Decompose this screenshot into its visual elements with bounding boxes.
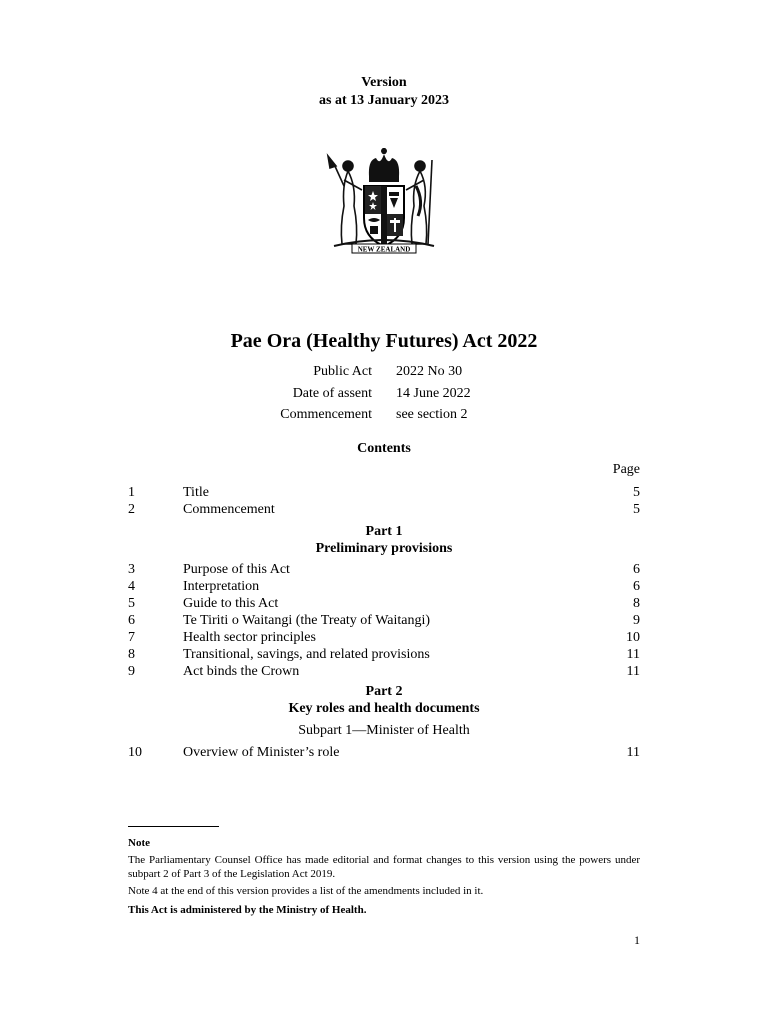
toc-title: Purpose of this Act bbox=[183, 562, 290, 577]
toc-page: 6 bbox=[633, 562, 640, 577]
toc-number: 7 bbox=[128, 630, 135, 645]
note-divider bbox=[128, 826, 219, 827]
toc-list bbox=[128, 561, 640, 680]
toc-title: Te Tiriti o Waitangi (the Treaty of Waitangi) bbox=[183, 613, 431, 628]
toc-entry[interactable] bbox=[128, 561, 640, 578]
meta-label: Commencement bbox=[280, 407, 372, 422]
act-metadata bbox=[0, 364, 768, 429]
meta-row bbox=[0, 386, 768, 408]
version-block bbox=[0, 74, 768, 110]
toc-number: 6 bbox=[128, 613, 135, 628]
toc-entry[interactable] bbox=[128, 646, 640, 663]
version-date: as at 13 January 2023 bbox=[319, 93, 449, 108]
note-text: The Parliamentary Counsel Office has made editorial and format changes to this version using the powers under subpart 2 of Part 3 of the Legislation Act 2019. bbox=[128, 854, 640, 880]
toc-page: 8 bbox=[633, 596, 640, 611]
page-number: 1 bbox=[634, 933, 640, 947]
toc-page: 10 bbox=[626, 630, 640, 645]
toc-title: Transitional, savings, and related provisions bbox=[183, 647, 430, 662]
part-heading bbox=[0, 523, 768, 557]
toc-entry[interactable] bbox=[128, 663, 640, 680]
page-column-heading: Page bbox=[612, 462, 640, 477]
toc-list bbox=[128, 484, 640, 518]
note-administered: This Act is administered by the Ministry of Health. bbox=[128, 904, 367, 916]
toc-page: 5 bbox=[633, 485, 640, 500]
toc-title: Overview of Minister’s role bbox=[183, 745, 340, 760]
toc-title: Interpretation bbox=[183, 579, 260, 594]
toc-page: 11 bbox=[626, 664, 640, 679]
toc-number: 10 bbox=[128, 745, 142, 760]
toc-entry[interactable] bbox=[128, 744, 640, 761]
toc-page: 11 bbox=[626, 745, 640, 760]
act-title: Pae Ora (Healthy Futures) Act 2022 bbox=[230, 330, 538, 352]
toc-title: Act binds the Crown bbox=[183, 664, 300, 679]
version-label: Version bbox=[361, 75, 407, 90]
toc-page: 9 bbox=[633, 613, 640, 628]
meta-value: 2022 No 30 bbox=[396, 364, 463, 379]
toc-page: 6 bbox=[633, 579, 640, 594]
part-heading bbox=[0, 683, 768, 717]
part-label: Part 1 bbox=[365, 524, 403, 539]
toc-number: 1 bbox=[128, 485, 135, 500]
toc-entry[interactable] bbox=[128, 612, 640, 629]
toc-page: 11 bbox=[626, 647, 640, 662]
meta-label: Public Act bbox=[313, 364, 372, 379]
meta-value: 14 June 2022 bbox=[396, 385, 471, 401]
part-label: Part 2 bbox=[365, 684, 403, 699]
toc-entry[interactable] bbox=[128, 629, 640, 646]
meta-label: Date of assent bbox=[292, 385, 372, 401]
toc-entry[interactable] bbox=[128, 501, 640, 518]
subpart-heading: Subpart 1—Minister of Health bbox=[298, 723, 470, 738]
toc-number: 4 bbox=[128, 579, 135, 594]
note-heading: Note bbox=[128, 837, 150, 849]
toc-page: 5 bbox=[633, 502, 640, 517]
toc-entry[interactable] bbox=[128, 484, 640, 501]
toc-number: 8 bbox=[128, 647, 135, 662]
crest-scroll-text: NEW ZEALAND bbox=[357, 245, 411, 254]
toc-number: 3 bbox=[128, 562, 135, 577]
toc-title: Health sector principles bbox=[183, 630, 316, 645]
toc-entry[interactable] bbox=[128, 595, 640, 612]
meta-row bbox=[0, 407, 768, 429]
contents-heading: Contents bbox=[357, 441, 411, 456]
meta-value: see section 2 bbox=[396, 407, 468, 422]
toc-list bbox=[128, 744, 640, 761]
part-title: Key roles and health documents bbox=[288, 701, 480, 716]
toc-number: 2 bbox=[128, 502, 135, 517]
toc-title: Guide to this Act bbox=[183, 596, 279, 611]
note-text: Note 4 at the end of this version provides a list of the amendments included in it. bbox=[128, 885, 484, 897]
toc-number: 5 bbox=[128, 596, 135, 611]
meta-row bbox=[0, 364, 768, 386]
toc-entry[interactable] bbox=[128, 578, 640, 595]
toc-title: Commencement bbox=[183, 502, 275, 517]
nz-coat-of-arms-icon bbox=[324, 146, 444, 258]
toc-number: 9 bbox=[128, 664, 135, 679]
part-title: Preliminary provisions bbox=[315, 541, 453, 556]
toc-title: Title bbox=[183, 485, 209, 500]
